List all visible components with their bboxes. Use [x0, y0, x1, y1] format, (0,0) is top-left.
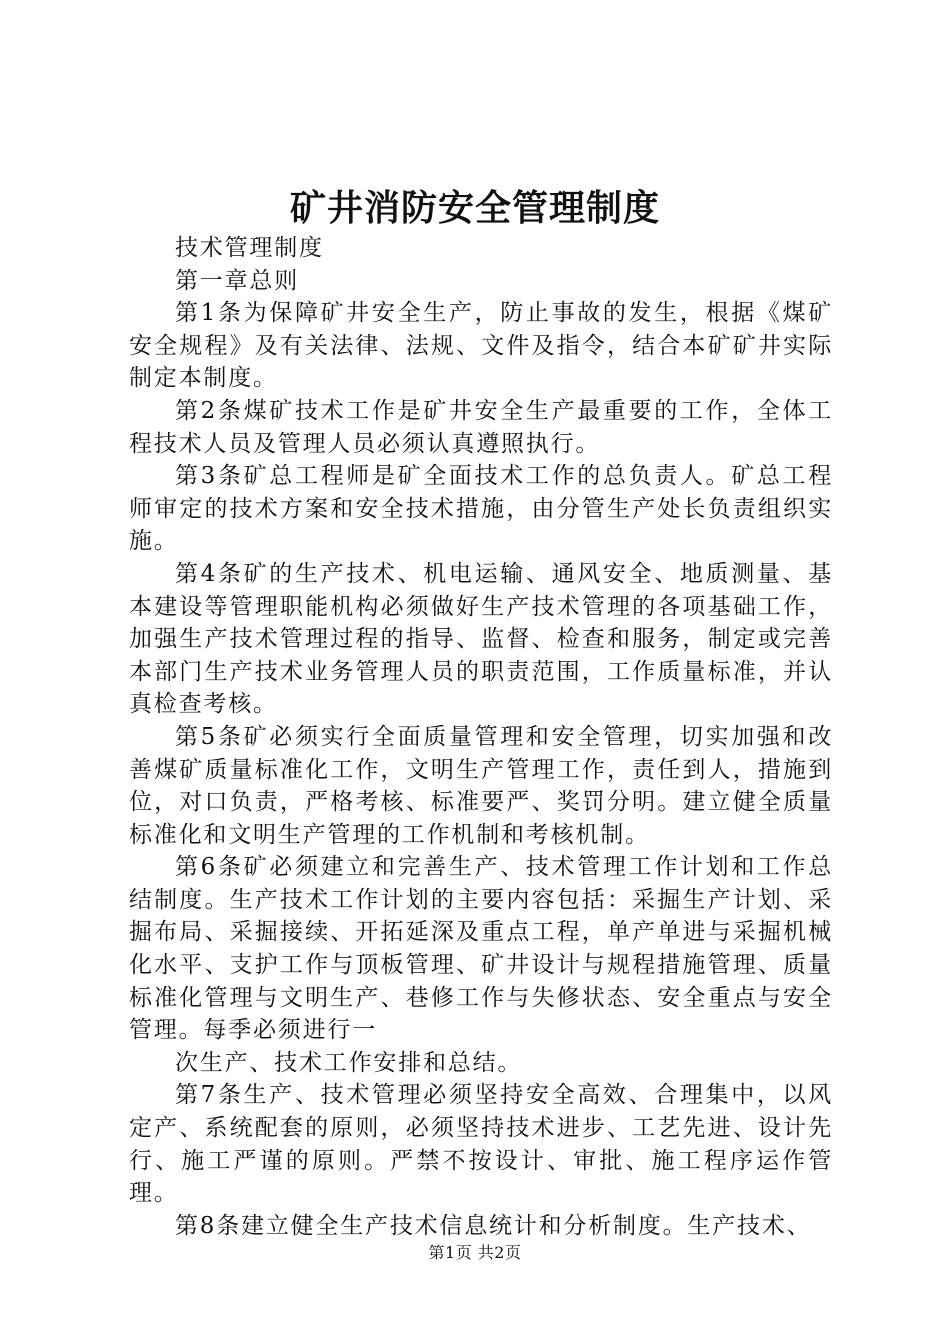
page-footer: 第1页 共2页 — [428, 1243, 522, 1262]
article-5: 第5条矿必须实行全面质量管理和安全管理，切实加强和改善煤矿质量标准化工作，文明生产管理工作，责任到人，措施到位，对口负责，严格考核、标准要严、奖罚分明。建立健全质量标准化和文明生产管理的工作机制和考核机制。 — [129, 723, 833, 848]
page-title: 矿井消防安全管理制度 — [289, 187, 660, 229]
section-heading: 技术管理制度 — [175, 235, 324, 261]
article-7: 第7条生产、技术管理必须坚持安全高效、合理集中，以风定产、系统配套的原则，必须坚持技术进步、工艺先进、设计先行、施工严谨的原则。严禁不按设计、审批、施工程序运作管理。 — [129, 1082, 833, 1207]
article-6-continued: 次生产、技术工作安排和总结。 — [175, 1049, 523, 1076]
article-4: 第4条矿的生产技术、机电运输、通风安全、地质测量、基本建设等管理职能机构必须做好生产技术管理的各项基础工作，加强生产技术管理过程的指导、监督、检查和服务，制定或完善本部门生产技术业务管理人员的职责范围，工作质量标准，并认真检查考核。 — [129, 560, 833, 718]
article-1: 第1条为保障矿井安全生产，防止事故的发生，根据《煤矿安全规程》及有关法律、法规、文件及指令，结合本矿矿井实际制定本制度。 — [129, 300, 833, 392]
article-2: 第2条煤矿技术工作是矿井安全生产最重要的工作，全体工程技术人员及管理人员必须认真遵照执行。 — [129, 397, 833, 457]
article-8: 第8条建立健全生产技术信息统计和分析制度。生产技术、 — [175, 1212, 812, 1239]
document-body — [129, 232, 833, 1242]
article-3: 第3条矿总工程师是矿全面技术工作的总负责人。矿总工程师审定的技术方案和安全技术措施，由分管生产处长负责组织实施。 — [129, 463, 833, 555]
chapter-heading: 第一章总则 — [175, 267, 299, 294]
article-6: 第6条矿必须建立和完善生产、技术管理工作计划和工作总结制度。生产技术工作计划的主要内容包括：采掘生产计划、采掘布局、采掘接续、开拓延深及重点工程，单产单进与采掘机械化水平、支护工作与顶板管理、矿井设计与规程措施管理、质量标准化管理与文明生产、巷修工作与失修状态、安全重点与安全管理。每季必须进行一 — [129, 854, 833, 1044]
